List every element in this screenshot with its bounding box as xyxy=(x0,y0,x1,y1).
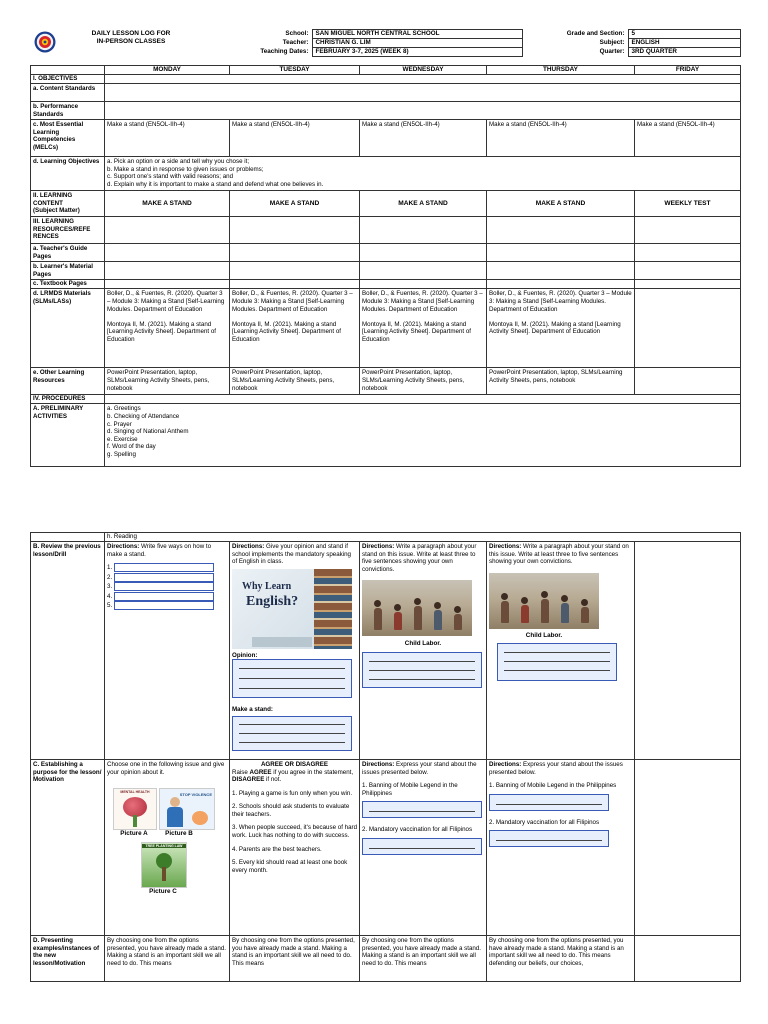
child-labor-caption: Child Labor. xyxy=(404,640,442,648)
presenting-wednesday: By choosing one from the options presented, you have already made a stand. Making a stand is an important skill we all need to do. This means xyxy=(360,936,487,982)
teacher-label: Teacher: xyxy=(282,38,309,46)
issue-1-answer-box[interactable] xyxy=(362,801,482,818)
topic-wednesday: MAKE A STAND xyxy=(360,191,487,217)
picture-c-caption: Picture C xyxy=(149,888,177,896)
child-labor-caption-thursday: Child Labor. xyxy=(525,631,563,639)
review-monday-directions: Write five ways on how to make a stand. xyxy=(107,543,212,558)
issue-2-answer-box-thursday[interactable] xyxy=(489,830,609,847)
issue-2: 2. Mandatory vaccination for all Filipinos xyxy=(362,826,473,834)
lrmds-thursday: Boller, D., & Fuentes, R. (2020). Quarter 3 – Module 3: Making a Stand [Self-Learning Modules. Department of Education Montoya II, M. (2021). Making a stand [Learning Activity Sheet]. Department of Education xyxy=(487,289,635,368)
statement-1: 1. Playing a game is fun only when you win. xyxy=(232,789,353,797)
melcs-label: c. Most Essential Learning Competencies (MELCs) xyxy=(31,120,105,157)
thursday-paragraph-box[interactable] xyxy=(497,643,617,681)
opinion-answer-box[interactable] xyxy=(232,659,352,698)
melc-monday: Make a stand (EN5OL-IIh-4) xyxy=(105,120,230,157)
purpose-label: C. Establishing a purpose for the lesson/ Motivation xyxy=(31,760,105,936)
topic-tuesday: MAKE A STAND xyxy=(230,191,360,217)
statement-3: 3. When people succeed, it's because of hard work. Luck has nothing to do with success. xyxy=(232,824,358,839)
school-value: SAN MIGUEL NORTH CENTRAL SCHOOL xyxy=(312,30,522,39)
subject-value: ENGLISH xyxy=(628,39,740,48)
purpose-thursday: Directions: Express your stand about the issues presented below. 1. Banning of Mobile Legend in the Philippines 2. Mandatory vaccination for all Filipinos xyxy=(487,760,635,936)
grade-label: Grade and Section: xyxy=(566,29,625,37)
lrmds-wednesday: Boller, D., & Fuentes, R. (2020). Quarter 3 – Module 3: Making a Stand [Self-Learning Modules. Department of Education Montoya II, M. (2021). Making a stand [Learning Activity Sheet]. Department of Education xyxy=(360,289,487,368)
issue-2-answer-box[interactable] xyxy=(362,838,482,855)
dates-label: Teaching Dates: xyxy=(260,47,309,55)
review-thursday: Directions: Write a paragraph about your stand on this issue. Write at least three to five sentences showing your own convictions. Child Labor. xyxy=(487,542,635,760)
review-wednesday-directions: Write a paragraph about your stand on this issue. Write at least three to five sentences showing your own convictions. xyxy=(362,543,477,573)
grade-value: 5 xyxy=(628,30,740,39)
topic-thursday: MAKE A STAND xyxy=(487,191,635,217)
subject-label: Subject: xyxy=(599,38,625,46)
five-ways-list xyxy=(107,563,227,611)
purpose-tuesday xyxy=(230,760,360,936)
learners-material-label: b. Learner's Material Pages xyxy=(31,262,105,280)
picture-a-caption: Picture A xyxy=(120,830,148,838)
melc-tuesday: Make a stand (EN5OL-IIh-4) xyxy=(230,120,360,157)
day-tuesday: TUESDAY xyxy=(230,66,360,75)
other-wednesday: PowerPoint Presentation, laptop, SLMs/Learning Activity Sheets, pens, notebook xyxy=(360,368,487,395)
quarter-label: Quarter: xyxy=(599,47,625,55)
wednesday-paragraph-box[interactable] xyxy=(362,652,482,688)
dates-value: FEBRUARY 3-7, 2025 (WEEK 8) xyxy=(312,48,522,57)
learning-objectives-label: d. Learning Objectives xyxy=(31,157,105,191)
log-title xyxy=(56,30,206,46)
issue-2-thursday: 2. Mandatory vaccination for all Filipinos xyxy=(489,818,600,826)
presenting-monday: By choosing one from the options presented, you have already made a stand. Making a stand is an important skill we all need to do. This means xyxy=(105,936,230,982)
learning-objectives-text: a. Pick an option or a side and tell why you chose it; b. Make a stand in response to given issues or problems; c. Support one's stand with valid reasons; and d. Explain why it is important to make a stand and defend what one believes in. xyxy=(105,157,741,191)
content-standards-cell xyxy=(105,84,741,102)
learning-content-label: II. LEARNING CONTENT (Subject Matter) xyxy=(31,191,105,217)
agree-instructions: Raise AGREE if you agree in the statement, DISAGREE if not. xyxy=(232,768,354,784)
day-thursday: THURSDAY xyxy=(487,66,635,75)
statement-2: 2. Schools should ask students to evaluate their teachers. xyxy=(232,803,350,818)
other-monday: PowerPoint Presentation, laptop, SLMs/Learning Activity Sheets, pens, notebook xyxy=(105,368,230,395)
lrmds-label: d. LRMDS Materials (SLMs/LASs) xyxy=(31,289,105,368)
make-stand-label: Make a stand: xyxy=(232,706,273,714)
purpose-thursday-directions: Express your stand about the issues presented below. xyxy=(489,761,623,776)
issue-1-answer-box-thursday[interactable] xyxy=(489,794,609,811)
purpose-wednesday: Directions: Express your stand about the issues presented below. 1. Banning of Mobile Legend in the Philippines 2. Mandatory vaccination for all Filipinos xyxy=(360,760,487,936)
answer-line-5[interactable]: 5. xyxy=(107,601,227,611)
school-label: School: xyxy=(285,29,309,37)
picture-a-image[interactable]: MENTAL HEALTH xyxy=(113,788,157,830)
picture-c-image[interactable]: TREE PLANTING LAW xyxy=(141,842,187,888)
other-tuesday: PowerPoint Presentation, laptop, SLMs/Learning Activity Sheets, pens, notebook xyxy=(230,368,360,395)
answer-line-1[interactable]: 1. xyxy=(107,563,227,573)
review-monday xyxy=(105,542,230,760)
why-learn-english-image: Why Learn English? xyxy=(232,569,352,649)
content-standards-label: a. Content Standards xyxy=(31,84,105,102)
answer-line-2[interactable]: 2. xyxy=(107,573,227,583)
header-table xyxy=(208,29,741,57)
picture-b-image[interactable]: STOP VIOLENCE xyxy=(159,788,215,830)
opinion-label: Opinion: xyxy=(232,651,258,659)
other-resources-label: e. Other Learning Resources xyxy=(31,368,105,395)
presenting-label: D. Presenting examples/instances of the new lesson/Motivation xyxy=(31,936,105,982)
answer-line-3[interactable]: 3. xyxy=(107,582,227,592)
agree-disagree-title: AGREE OR DISAGREE xyxy=(260,761,329,768)
corner-cell xyxy=(31,66,105,75)
purpose-monday-text: Choose one in the following issue and give your opinion about it. xyxy=(107,761,225,776)
topic-friday: WEEKLY TEST xyxy=(635,191,741,217)
melc-wednesday: Make a stand (EN5OL-IIh-4) xyxy=(360,120,487,157)
statement-4: 4. Parents are the best teachers. xyxy=(232,845,322,853)
preliminary-list: a. Greetings b. Checking of Attendance c. Prayer d. Singing of National Anthem e. Exercise f. Word of the day g. Spelling xyxy=(105,404,741,467)
day-friday: FRIDAY xyxy=(635,66,741,75)
presenting-thursday: By choosing one from the options presented, you have already made a stand. Making a stand is an important skill we all need to do. This means defending our beliefs, our choices, xyxy=(487,936,635,982)
melc-friday: Make a stand (EN5OL-IIh-4) xyxy=(635,120,741,157)
child-labor-photo xyxy=(362,580,472,636)
performance-standards-cell xyxy=(105,102,741,120)
deped-seal-icon xyxy=(34,31,56,53)
objectives-heading: I. OBJECTIVES xyxy=(31,75,105,84)
title-line-1: DAILY LESSON LOG FOR xyxy=(91,30,171,37)
review-tuesday: Directions: Give your opinion and stand if school implements the mandatory speaking of English in class. Why Learn English? Opinion: Make a stand: xyxy=(230,542,360,760)
review-wednesday: Directions: Write a paragraph about your stand on this issue. Write at least three to five sentences showing your own convictions. Child Labor. xyxy=(360,542,487,760)
statement-5: 5. Every kid should read at least one book every month. xyxy=(232,859,348,874)
review-label: B. Review the previous lesson/Drill xyxy=(31,542,105,760)
directions-label: Directions: xyxy=(107,543,140,550)
teachers-guide-label: a. Teacher's Guide Pages xyxy=(31,244,105,262)
issue-1: 1. Banning of Mobile Legend in the Philippines xyxy=(362,782,458,797)
resources-label: III. LEARNING RESOURCES/REFE RENCES xyxy=(31,217,105,244)
lesson-table-page2 xyxy=(30,532,741,982)
title-line-2: IN-PERSON CLASSES xyxy=(96,38,166,45)
review-tuesday-directions: Give your opinion and stand if school implements the mandatory speaking of English in class. xyxy=(232,543,352,566)
procedures-heading: IV. PROCEDURES xyxy=(31,395,105,404)
other-thursday: PowerPoint Presentation, laptop, SLMs/Learning Activity Sheets, pens, notebook xyxy=(487,368,635,395)
issue-1-thursday: 1. Banning of Mobile Legend in the Philippines xyxy=(489,782,617,790)
purpose-wednesday-directions: Express your stand about the issues presented below. xyxy=(362,761,477,776)
day-wednesday: WEDNESDAY xyxy=(360,66,487,75)
lrmds-monday: Boller, D., & Fuentes, R. (2020). Quarter 3 – Module 3: Making a Stand [Self-Learning Modules. Department of Education Montoya II, M. (2021). Making a stand [Learning Activity Sheet]. Department of Education xyxy=(105,289,230,368)
performance-standards-label: b. Performance Standards xyxy=(31,102,105,120)
child-labor-photo-thursday xyxy=(489,573,599,629)
review-thursday-directions: Write a paragraph about your stand on this issue. Write at least three to five sentences showing your own convictions. xyxy=(489,543,629,566)
make-stand-answer-box[interactable] xyxy=(232,716,352,751)
lrmds-tuesday: Boller, D., & Fuentes, R. (2020). Quarter 3 – Module 3: Making a Stand [Self-Learning Modules. Department of Education Montoya II, M. (2021). Making a stand [Learning Activity Sheet]. Department of Education xyxy=(230,289,360,368)
quarter-value: 3RD QUARTER xyxy=(628,48,740,57)
reading-item: h. Reading xyxy=(105,533,741,542)
teacher-value: CHRISTIAN G. LIM xyxy=(312,39,522,48)
presenting-tuesday: By choosing one from the options presented, you have already made a stand. Making a stand is an important skill we all need to do. This means xyxy=(230,936,360,982)
purpose-monday xyxy=(105,760,230,936)
melc-thursday: Make a stand (EN5OL-IIh-4) xyxy=(487,120,635,157)
preliminary-label: A. PRELIMINARY ACTIVITIES xyxy=(31,404,105,467)
lesson-table-page1 xyxy=(30,65,741,467)
answer-line-4[interactable]: 4. xyxy=(107,592,227,602)
objectives-empty xyxy=(105,75,741,84)
day-monday: MONDAY xyxy=(105,66,230,75)
picture-b-caption: Picture B xyxy=(165,830,193,838)
textbook-label: c. Textbook Pages xyxy=(31,280,105,289)
topic-monday: MAKE A STAND xyxy=(105,191,230,217)
